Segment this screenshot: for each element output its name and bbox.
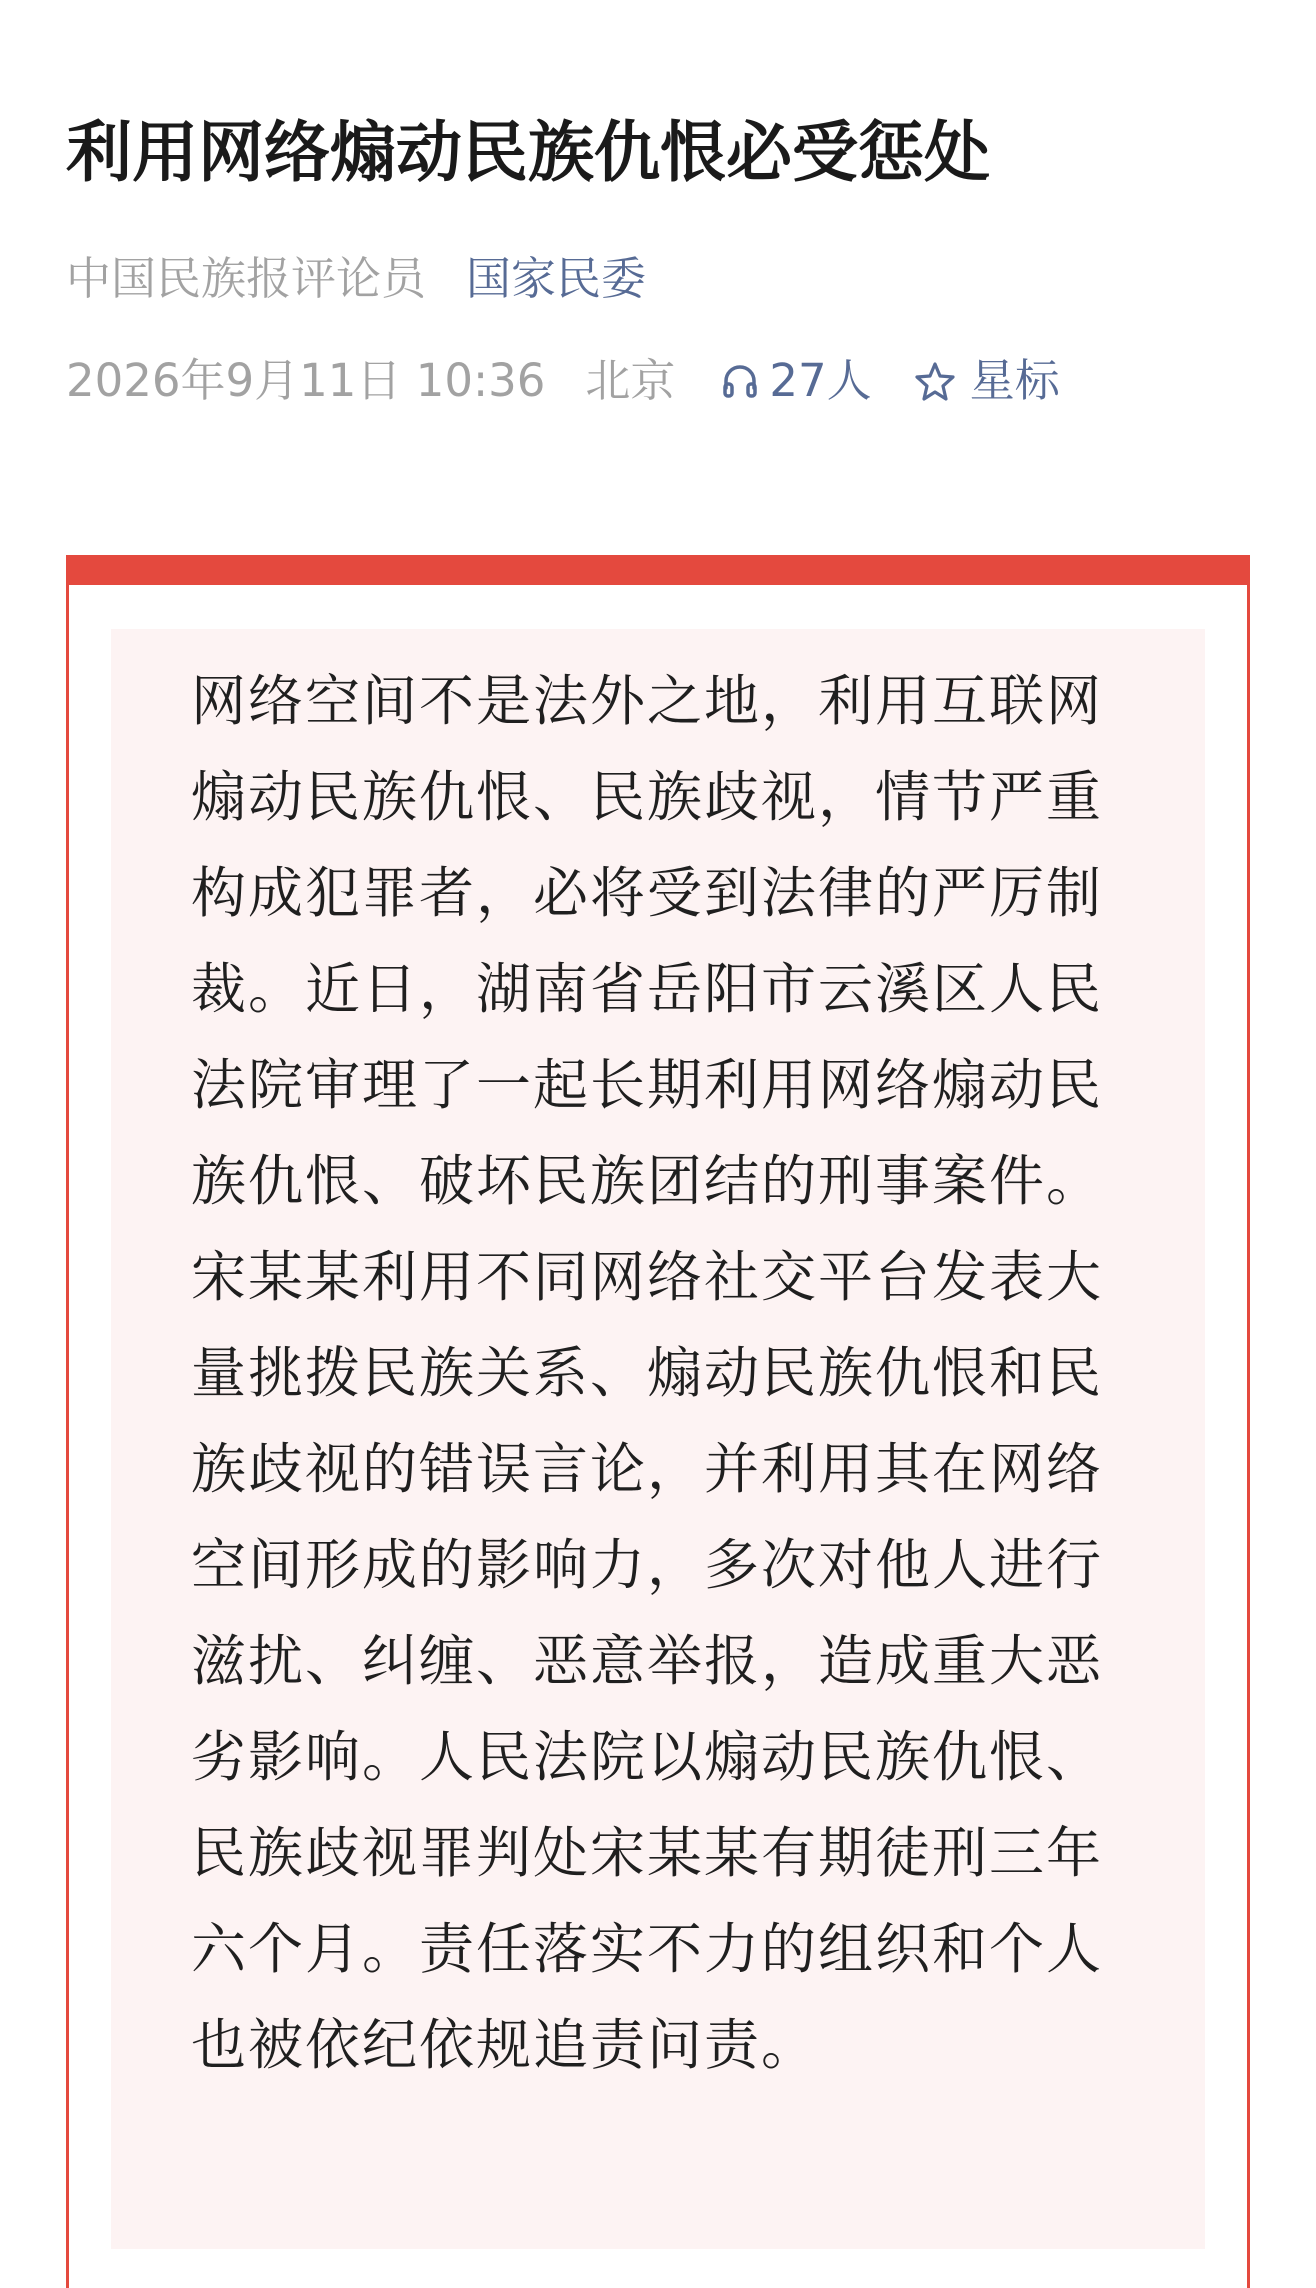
star-label: 星标	[969, 354, 1060, 407]
quote-card	[66, 555, 1250, 2288]
headphones-icon	[721, 362, 759, 400]
star-outline-icon	[914, 360, 956, 402]
article-byline	[66, 244, 646, 314]
star-button[interactable]	[914, 345, 1060, 417]
author-name: 中国民族报评论员	[66, 252, 427, 305]
quote-line: 法院审理了一起长期利用网络煽动民	[191, 1053, 1104, 1117]
quote-line: 宋某某利用不同网络社交平台发表大	[191, 1245, 1104, 1309]
quote-line: 裁。近日，湖南省岳阳市云溪区人民	[191, 957, 1104, 1021]
quote-line: 滋扰、纠缠、恶意举报，造成重大恶	[191, 1629, 1104, 1693]
card-accent-bar	[66, 555, 1250, 585]
article-meta	[66, 345, 1060, 417]
quote-text	[191, 653, 1126, 2093]
quote-line: 劣影响。人民法院以煽动民族仇恨、	[191, 1725, 1104, 1789]
quote-line: 构成犯罪者，必将受到法律的严厉制	[191, 861, 1104, 925]
listen-count: 27人	[769, 354, 872, 407]
quote-line: 六个月。责任落实不力的组织和个人	[191, 1917, 1104, 1981]
quote-line: 煽动民族仇恨、民族歧视，情节严重	[191, 765, 1104, 829]
listen-button[interactable]	[721, 345, 871, 417]
quote-line: 族歧视的错误言论，并利用其在网络	[191, 1437, 1104, 1501]
account-name-link[interactable]: 国家民委	[466, 252, 647, 305]
publish-date: 2026年9月11日 10:36	[66, 354, 546, 407]
quote-line: 空间形成的影响力，多次对他人进行	[191, 1533, 1104, 1597]
quote-line: 族仇恨、破坏民族团结的刑事案件。	[191, 1149, 1104, 1213]
quote-line: 民族歧视罪判处宋某某有期徒刑三年	[191, 1821, 1104, 1885]
quote-line: 也被依纪依规追责问责。	[191, 2013, 819, 2077]
quote-line: 量挑拨民族关系、煽动民族仇恨和民	[191, 1341, 1104, 1405]
quote-line: 网络空间不是法外之地，利用互联网	[191, 669, 1104, 733]
publish-location: 北京	[585, 354, 676, 407]
article-title: 利用网络煽动民族仇恨必受惩处	[66, 114, 990, 191]
